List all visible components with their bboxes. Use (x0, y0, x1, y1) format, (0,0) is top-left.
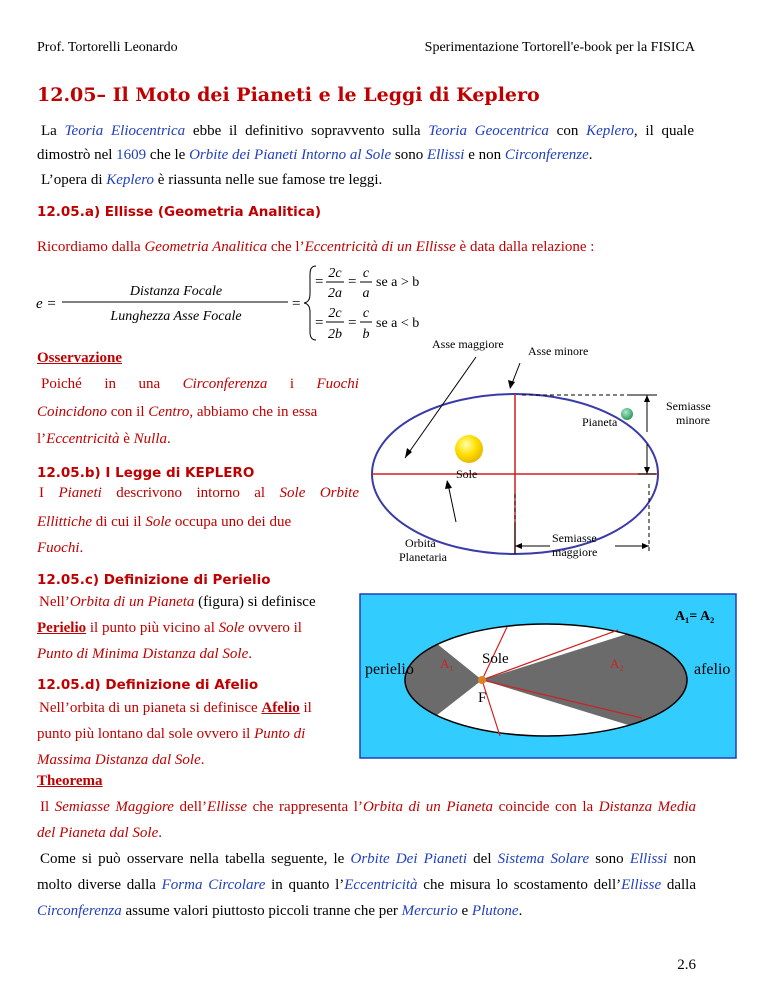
observation-line-2: Coincidono con il Centro, abbiamo che in essa (37, 404, 318, 420)
label-sole: Sole (482, 651, 509, 667)
label-area-equality: A₁= A₂ (675, 609, 715, 624)
theorem-line-5: Circonferenza assume valori piuttosto piccoli tranne che per Mercurio e Plutone. (37, 903, 523, 919)
label-a2: A₂ (610, 656, 624, 671)
svg-text:=: = (315, 274, 324, 290)
orbit-diagram (360, 334, 740, 570)
section-a-title: 12.05.a) Ellisse (Geometria Analitica) (37, 204, 322, 220)
svg-text:2c: 2c (328, 266, 342, 281)
formula-numerator: Distanza Focale (129, 284, 223, 299)
label-semiasse-minore-2: minore (676, 413, 710, 427)
svg-text:=: = (348, 315, 357, 331)
section-c-line-2: Perielio il punto più vicino al Sole ovvero il (37, 620, 302, 636)
section-d-line-2: punto più lontano dal sole ovvero il Punto di (37, 726, 306, 742)
formula-eq: = (292, 296, 301, 312)
kepler-areas-diagram (360, 594, 736, 758)
observation-line-1: Poiché in una Circonferenza i Fuochi (41, 376, 359, 392)
theorem-title: Theorema (37, 773, 103, 789)
intro-line-1: La Teoria Eliocentrica ebbe il definitivo sopravvento sulla Teoria Geocentrica con Keplero, il quale (41, 123, 694, 139)
section-d-title: 12.05.d) Definizione di Afelio (37, 677, 259, 693)
section-b-title: 12.05.b) I Legge di KEPLERO (37, 465, 255, 481)
label-semiasse-maggiore-2: maggiore (552, 545, 598, 559)
section-c-line-1: Nell’Orbita di un Pianeta (figura) si definisce (39, 594, 316, 610)
header-author: Prof. Tortorelli Leonardo (37, 40, 178, 55)
sun-focus-icon (478, 676, 486, 684)
label-orbita-2: Planetaria (399, 550, 447, 564)
section-c-line-3: Punto di Minima Distanza dal Sole. (37, 646, 252, 662)
svg-text:c: c (362, 306, 370, 321)
svg-text:2a: 2a (328, 286, 342, 301)
sun-icon (455, 435, 483, 463)
intro-line-2: dimostrò nel 1609 che le Orbite dei Pianeti Intorno al Sole sono Ellissi e non Circonferenze. (37, 147, 593, 163)
section-b-line-2: Ellittiche di cui il Sole occupa uno dei due (37, 514, 292, 530)
label-semiasse-minore-1: Semiasse (666, 399, 711, 413)
section-b-line-1: I Pianeti descrivono intorno al Sole Orbite (39, 485, 359, 501)
planet-icon (621, 408, 633, 420)
theorem-line-2: del Pianeta dal Sole. (37, 825, 162, 841)
svg-text:se a > b: se a > b (376, 275, 420, 290)
label-focus: F (478, 690, 487, 706)
label-pianeta: Pianeta (582, 415, 618, 429)
section-c-title: 12.05.c) Definizione di Perielio (37, 572, 271, 588)
page-title: 12.05– Il Moto dei Pianeti e le Leggi di Keplero (37, 84, 540, 106)
svg-text:c: c (362, 266, 370, 281)
theorem-line-1: Il Semiasse Maggiore dell’Ellisse che rappresenta l’Orbita di un Pianeta coincide con la Distanza Media (40, 799, 696, 815)
formula-denominator: Lunghezza Asse Focale (110, 309, 242, 324)
svg-text:2b: 2b (328, 327, 342, 342)
formula-e: e = (36, 296, 57, 312)
page-number: 2.6 (677, 957, 696, 973)
label-perielio: perielio (365, 661, 414, 678)
label-asse-minore: Asse minore (528, 344, 589, 358)
intro-line-3: L’opera di Keplero è riassunta nelle sue famose tre leggi. (41, 172, 383, 188)
svg-text:=: = (315, 315, 324, 331)
label-asse-maggiore: Asse maggiore (432, 337, 504, 351)
label-semiasse-maggiore-1: Semiasse (552, 531, 597, 545)
label-sole: Sole (456, 467, 478, 481)
label-a1: A₁ (440, 656, 454, 671)
section-b-line-3: Fuochi. (37, 540, 84, 556)
observation-title: Osservazione (37, 350, 122, 366)
observation-line-3: l’Eccentricità è Nulla. (37, 431, 171, 447)
svg-text:b: b (362, 327, 370, 342)
label-orbita-1: Orbita (405, 536, 436, 550)
section-a-line: Ricordiamo dalla Geometria Analitica che l’Eccentricità di un Ellisse è data dalla relazione : (37, 239, 595, 255)
svg-text:2c: 2c (328, 306, 342, 321)
section-d-line-1: Nell’orbita di un pianeta si definisce Afelio il (39, 700, 312, 716)
eccentricity-formula (30, 262, 420, 344)
label-afelio: afelio (694, 661, 731, 678)
theorem-line-4: molto diverse dalla Forma Circolare in quanto l’Eccentricità che misura lo scostamento dell’Ellisse dalla (37, 877, 696, 893)
section-d-line-3: Massima Distanza dal Sole. (37, 752, 205, 768)
svg-text:se a < b: se a < b (376, 316, 420, 331)
theorem-line-3: Come si può osservare nella tabella seguente, le Orbite Dei Pianeti del Sistema Solare sono Ellissi non (40, 851, 696, 867)
header-book-title: Sperimentazione Tortorell'e-book per la FISICA (424, 40, 695, 55)
svg-text:a: a (362, 286, 370, 301)
svg-text:=: = (348, 274, 357, 290)
